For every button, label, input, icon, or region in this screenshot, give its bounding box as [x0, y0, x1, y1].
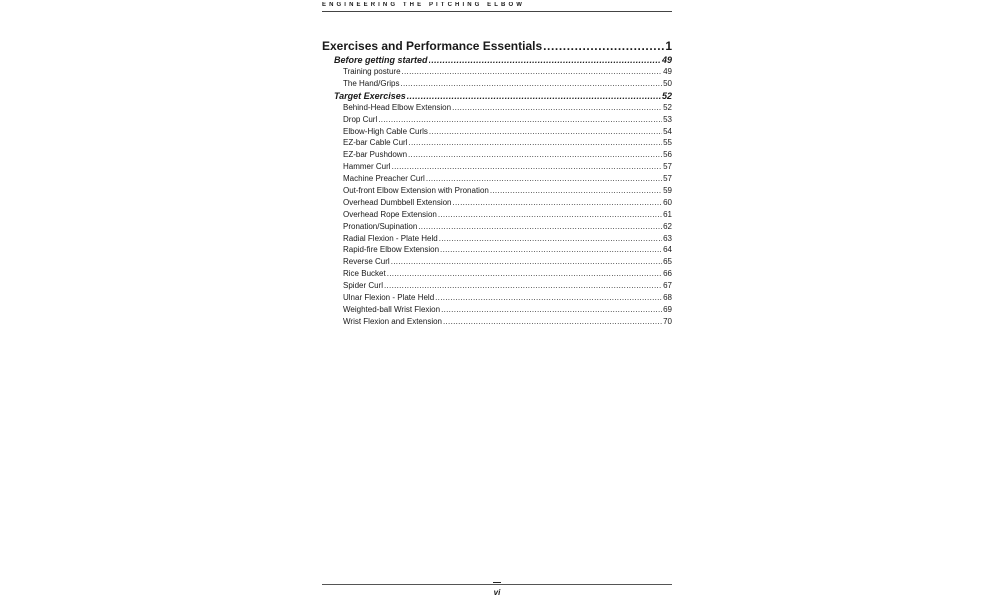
- toc-item-entry[interactable]: [322, 233, 672, 245]
- toc-item-entry[interactable]: [322, 78, 672, 90]
- toc-item-entry[interactable]: [322, 173, 672, 185]
- toc-leader-dots: [453, 197, 663, 209]
- toc-item-entry[interactable]: [322, 185, 672, 197]
- toc-item-entry[interactable]: [322, 256, 672, 268]
- toc-leader-dots: [439, 233, 662, 245]
- toc-item-entry-page: 54: [663, 126, 672, 136]
- toc-leader-dots: [378, 114, 662, 126]
- toc-item-entry[interactable]: [322, 161, 672, 173]
- toc-item-entry-title: Elbow-High Cable Curls: [343, 126, 428, 136]
- toc-leader-dots: [443, 316, 662, 328]
- toc-section-entry-page: 49: [661, 55, 672, 65]
- toc-item-entry-title: EZ-bar Cable Curl: [343, 138, 408, 148]
- toc-section-entry-page: 52: [661, 90, 672, 101]
- footer-rule: [322, 584, 672, 585]
- toc-leader-dots: [402, 66, 663, 78]
- toc-leader-dots: [438, 209, 662, 221]
- toc-leader-dots: [407, 90, 661, 102]
- toc-item-entry-title: Out-front Elbow Extension with Pronation: [343, 186, 489, 196]
- document-page: [322, 0, 672, 600]
- toc-item-entry-title: Radial Flexion - Plate Held: [343, 233, 438, 243]
- toc-leader-dots: [429, 126, 662, 138]
- toc-item-entry[interactable]: [322, 316, 672, 328]
- toc-item-entry-page: 70: [663, 316, 672, 326]
- toc-item-entry-title: EZ-bar Pushdown: [343, 150, 408, 160]
- toc-leader-dots: [435, 292, 662, 304]
- toc-leader-dots: [426, 173, 662, 185]
- toc-leader-dots: [387, 268, 662, 280]
- toc-leader-dots: [452, 102, 662, 114]
- toc-chapter-title: Exercises and Performance Essentials: [322, 39, 543, 53]
- toc-item-entry-page: 66: [663, 269, 672, 279]
- toc-leader-dots: [392, 161, 663, 173]
- toc-leader-dots: [441, 304, 662, 316]
- toc-item-entry[interactable]: [322, 66, 672, 78]
- toc-item-entry[interactable]: [322, 280, 672, 292]
- toc-item-entry[interactable]: [322, 149, 672, 161]
- toc-item-entry-title: The Hand/Grips: [343, 78, 400, 88]
- toc-item-entry[interactable]: [322, 126, 672, 138]
- toc-item-entry[interactable]: [322, 209, 672, 221]
- toc-item-entry-page: 55: [663, 138, 672, 148]
- toc-item-entry-title: Pronation/Supination: [343, 221, 418, 231]
- toc-sections: [322, 54, 672, 328]
- toc-section-entry-title: Target Exercises: [334, 90, 406, 101]
- toc-leader-dots: [429, 54, 661, 66]
- toc-item-entry-title: Overhead Dumbbell Extension: [343, 197, 452, 207]
- toc-item-entry-title: Training posture: [343, 67, 401, 76]
- toc-item-entry-title: Behind-Head Elbow Extension: [343, 102, 452, 112]
- toc-section-entry-title: Before getting started: [334, 55, 428, 65]
- table-of-contents: [322, 38, 672, 328]
- toc-item-entry[interactable]: [322, 304, 672, 316]
- toc-item-entry[interactable]: [322, 102, 672, 114]
- toc-item-entry-title: Reverse Curl: [343, 257, 390, 267]
- toc-item-entry-page: 65: [663, 257, 672, 267]
- toc-section-entry[interactable]: [322, 90, 672, 102]
- toc-item-entry-title: Weighted-ball Wrist Flexion: [343, 304, 441, 314]
- toc-item-entry-title: Hammer Curl: [343, 162, 391, 172]
- toc-leader-dots: [400, 78, 662, 90]
- footer-tick: [493, 582, 501, 583]
- toc-item-entry[interactable]: [322, 114, 672, 126]
- header-rule: [322, 11, 672, 12]
- toc-item-entry-title: Overhead Rope Extension: [343, 209, 437, 219]
- toc-section-entry[interactable]: [322, 54, 672, 66]
- page-number: vi: [493, 588, 501, 597]
- toc-chapter-entry[interactable]: [322, 38, 672, 54]
- toc-item-entry-title: Rapid-fire Elbow Extension: [343, 245, 440, 255]
- toc-item-entry-page: 61: [663, 209, 672, 219]
- toc-item-entry-title: Ulnar Flexion - Plate Held: [343, 293, 435, 303]
- toc-leader-dots: [543, 38, 664, 54]
- toc-leader-dots: [440, 244, 662, 256]
- toc-item-entry-page: 59: [663, 186, 672, 196]
- toc-item-entry-title: Spider Curl: [343, 281, 384, 291]
- toc-item-entry-title: Wrist Flexion and Extension: [343, 316, 443, 326]
- toc-item-entry-page: 52: [663, 102, 672, 112]
- toc-leader-dots: [408, 149, 662, 161]
- toc-leader-dots: [418, 221, 662, 233]
- toc-item-entry-page: 57: [663, 174, 672, 184]
- toc-item-entry[interactable]: [322, 244, 672, 256]
- running-header: ENGINEERING THE PITCHING ELBOW: [322, 2, 526, 8]
- toc-item-entry-page: 49: [663, 67, 672, 76]
- toc-item-entry-page: 67: [663, 281, 672, 291]
- toc-item-entry-page: 62: [663, 221, 672, 231]
- toc-item-entry-page: 68: [663, 293, 672, 303]
- toc-item-entry[interactable]: [322, 137, 672, 149]
- toc-item-entry-page: 53: [663, 114, 672, 124]
- toc-item-entry-page: 63: [663, 233, 672, 243]
- toc-item-entry[interactable]: [322, 197, 672, 209]
- toc-item-entry[interactable]: [322, 292, 672, 304]
- toc-leader-dots: [408, 137, 662, 149]
- toc-item-entry-page: 64: [663, 245, 672, 255]
- toc-leader-dots: [384, 280, 662, 292]
- toc-item-entry-page: 50: [663, 78, 672, 88]
- toc-item-entry-title: Machine Preacher Curl: [343, 174, 425, 184]
- toc-item-entry-page: 60: [663, 197, 672, 207]
- toc-chapter-page: 1: [665, 39, 672, 53]
- toc-item-entry[interactable]: [322, 221, 672, 233]
- toc-item-entry-title: Drop Curl: [343, 114, 378, 124]
- toc-item-entry-page: 56: [663, 150, 672, 160]
- toc-item-entry-title: Rice Bucket: [343, 269, 386, 279]
- toc-item-entry[interactable]: [322, 268, 672, 280]
- toc-leader-dots: [391, 256, 662, 268]
- toc-item-entry-page: 69: [663, 304, 672, 314]
- toc-item-entry-page: 57: [663, 162, 672, 172]
- toc-leader-dots: [490, 185, 662, 197]
